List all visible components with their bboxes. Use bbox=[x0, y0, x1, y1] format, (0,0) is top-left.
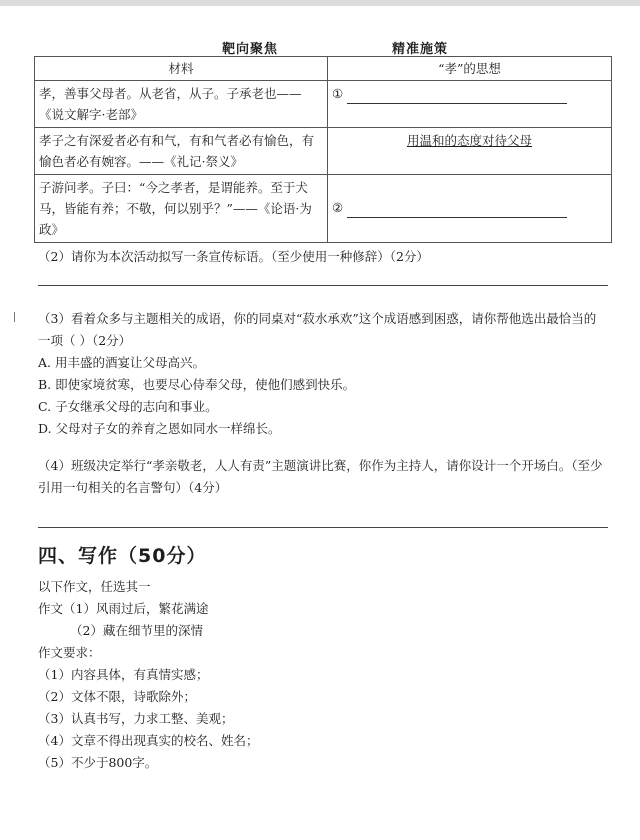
requirement-item: （2）文体不限，诗歌除外； bbox=[38, 689, 196, 704]
option-a[interactable]: A. 用丰盛的酒宴让父母高兴。 bbox=[38, 355, 205, 370]
question-3-stem: （3）看着众多与主题相关的成语，你的同桌对“菽水承欢”这个成语感到困惑，请你帮他选出最恰当的一项（ ）（2分） bbox=[38, 311, 597, 348]
margin-mark bbox=[14, 312, 15, 322]
materials-table bbox=[34, 56, 612, 243]
thought-cell[interactable] bbox=[328, 81, 612, 128]
requirement-item: （1）内容具体，有真情实感； bbox=[38, 667, 209, 682]
material-cell: 孝子之有深爱者必有和气，有和气者必有愉色，有愉色者必有婉容。——《礼记·祭义》 bbox=[35, 128, 328, 175]
answer-blank[interactable] bbox=[347, 89, 567, 104]
thought-cell[interactable] bbox=[328, 175, 612, 243]
writing-intro: 以下作文，任选其一 bbox=[38, 579, 151, 594]
requirement-item: （4）文章不得出现真实的校名、姓名； bbox=[38, 733, 259, 748]
answer-line-q4[interactable] bbox=[38, 527, 608, 528]
header-right-title: 精准施策 bbox=[392, 42, 449, 57]
table-header-row bbox=[35, 57, 612, 81]
requirement-item: （5）不少于800字。 bbox=[38, 755, 158, 770]
answer-blank[interactable] bbox=[347, 203, 567, 218]
thought-cell bbox=[328, 128, 612, 175]
option-b[interactable]: B. 即使家境贫寒，也要尽心侍奉父母，使他们感到快乐。 bbox=[38, 377, 356, 392]
writing-topic-2: （2）藏在细节里的深情 bbox=[70, 623, 203, 638]
answer-number: ② bbox=[332, 200, 344, 215]
requirement-item: （3）认真书写，力求工整、美观； bbox=[38, 711, 234, 726]
answer-line-q2[interactable] bbox=[38, 285, 608, 286]
table-row bbox=[35, 81, 612, 128]
material-cell: 孝，善事父母者。从老省，从子。子承老也——《说文解字·老部》 bbox=[35, 81, 328, 128]
option-d[interactable]: D. 父母对子女的养育之恩如同水一样绵长。 bbox=[38, 421, 281, 436]
column-header-thought: “孝”的思想 bbox=[328, 57, 612, 81]
header-left-title: 靶向聚焦 bbox=[222, 42, 279, 57]
writing-requirements-title: 作文要求： bbox=[38, 645, 101, 660]
scan-top-edge bbox=[0, 0, 640, 6]
option-c[interactable]: C. 子女继承父母的志向和事业。 bbox=[38, 399, 218, 414]
table-row bbox=[35, 128, 612, 175]
section-title: 四、写作（50分） bbox=[38, 545, 207, 567]
writing-topic-1: 作文（1）风雨过后，繁花满途 bbox=[38, 601, 209, 616]
material-cell: 子游问孝。子曰：“今之孝者，是谓能养。至于犬马，皆能有养；不敬，何以别乎？”——《论语·为政》 bbox=[35, 175, 328, 243]
column-header-material: 材料 bbox=[35, 57, 328, 81]
answer-number: ① bbox=[332, 86, 344, 101]
question-4: （4）班级决定举行“孝亲敬老，人人有责”主题演讲比赛，你作为主持人，请你设计一个开场白。（至少引用一句相关的名言警句）（4分） bbox=[38, 458, 603, 495]
answer-text: 用温和的态度对待父母 bbox=[406, 133, 532, 148]
question-2: （2）请你为本次活动拟写一条宣传标语。（至少使用一种修辞）（2分） bbox=[38, 249, 429, 264]
table-row bbox=[35, 175, 612, 243]
